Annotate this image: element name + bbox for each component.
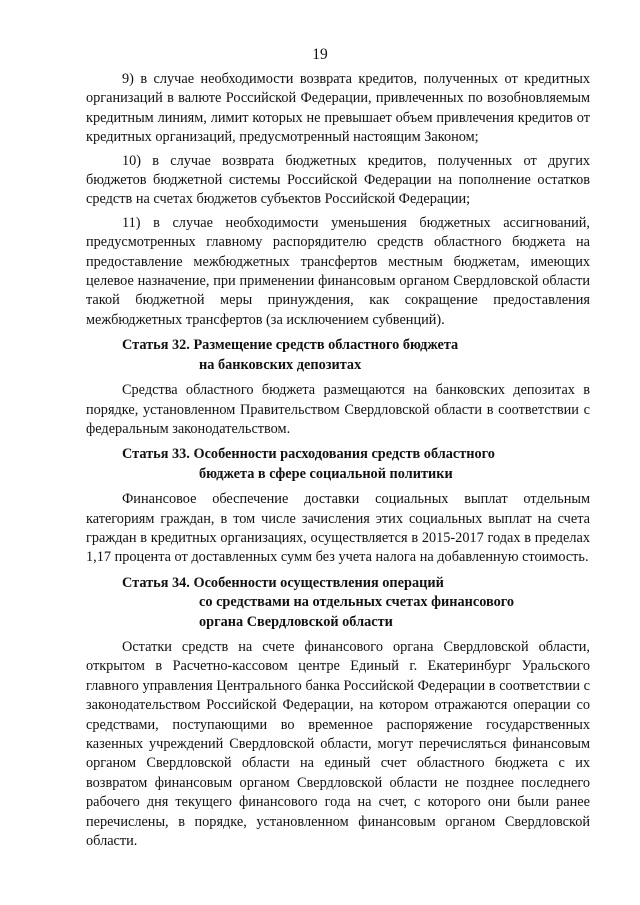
paragraph-item-9: 9) в случае необходимости возврата кредитов, полученных от кредитных организаций в валюте Российской Федерации, привлеченных по возобновляемым кредитным линиям, лимит которых не превышает объем привлечения кредитов от кредитных организаций, предусмотренный настоящим Законом; (86, 71, 590, 146)
article-33-heading (86, 445, 590, 484)
article-33-text: Финансовое обеспечение доставки социальных выплат отдельным категориям граждан, в том числе зачисления этих социальных выплат на счета граждан в кредитных организациях, осуществляется в 2015-2017 годах в пределах 1,17 процента от доставленных сумм без учета налога на добавленную стоимость. (86, 491, 590, 566)
article-34-heading-line-3: органа Свердловской области (199, 613, 393, 630)
article-32-heading-line-2: на банковских депозитах (199, 356, 362, 373)
article-34-text: Остатки средств на счете финансового органа Свердловской области, открытом в Расчетно-кассовом центре Единый г. Екатеринбург Уральского главного управления Центрального банка Российской Федерации в соответствии с законодательством Российской Федерации, на котором отражаются операции со средствами, поступающими во временное распоряжение государственных казенных учреждений Свердловской области, могут перечисляться финансовым органом Свердловской области на единый счет областного бюджета с их возвратом финансовым органом Свердловской области не позднее последнего рабочего дня текущего финансового года на счет, с которого они были ранее перечислены, в порядке, установленном финансовым органом Свердловской области. (86, 638, 590, 850)
article-33-heading-line-1: Статья 33. Особенности расходования средств областного (122, 446, 495, 463)
article-32-heading (86, 336, 590, 375)
paragraph-item-10: 10) в случае возврата бюджетных кредитов, полученных от других бюджетов бюджетной системы Российской Федерации на пополнение остатков средств на счетах бюджетов субъектов Российской Федерации; (86, 152, 590, 208)
paragraph-item-11: 11) в случае необходимости уменьшения бюджетных ассигнований, предусмотренных главному распорядителю средств областного бюджета на предоставление межбюджетных трансфертов местным бюджетам, имеющих целевое назначение, при применении финансовым органом Свердловской области такой бюджетной меры принуждения, как сокращение предоставления межбюджетных трансфертов (за исключением субвенций). (86, 214, 590, 328)
article-32-heading-line-1: Статья 32. Размещение средств областного бюджета (122, 337, 459, 354)
article-34-heading (86, 574, 590, 632)
article-34-heading-line-2: со средствами на отдельных счетах финансового (199, 594, 515, 611)
article-32-text: Средства областного бюджета размещаются на банковских депозитах в порядке, установленном Правительством Свердловской области в соответствии с федеральным законодательством. (86, 382, 590, 437)
article-34-heading-line-1: Статья 34. Особенности осуществления операций (122, 574, 444, 591)
document-body (86, 70, 590, 855)
article-33-heading-line-2: бюджета в сфере социальной политики (199, 465, 453, 482)
page-number: 19 (312, 46, 328, 63)
